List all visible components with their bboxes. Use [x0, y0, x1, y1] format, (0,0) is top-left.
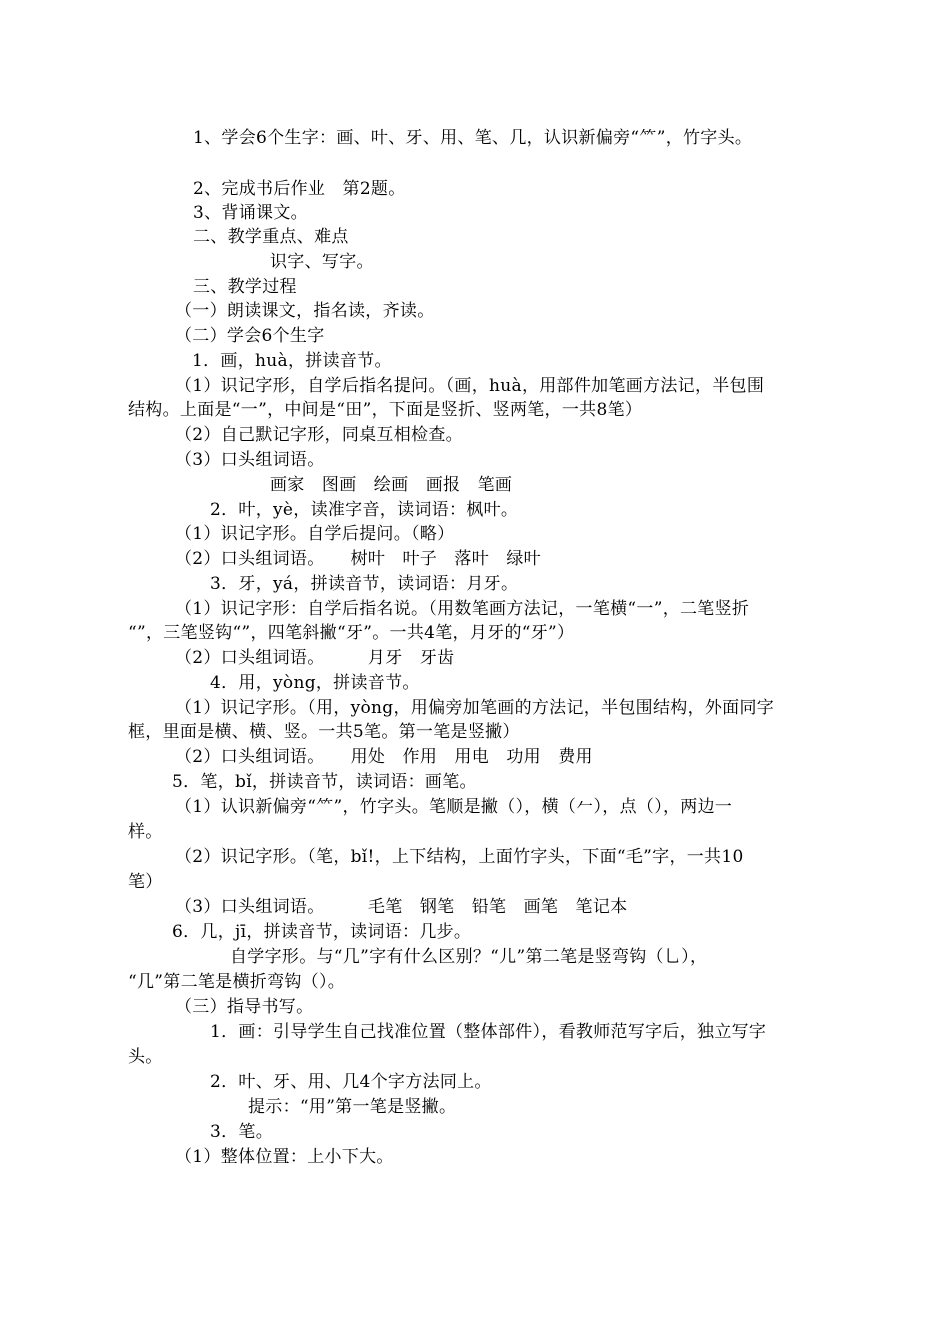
char-6-compare-cont: “几”第二笔是横折弯钩（）。: [128, 972, 346, 992]
section-heading-key-points: 二、教学重点、难点: [193, 227, 349, 247]
step-2-learn-characters: （二）学会6个生字: [175, 326, 325, 346]
char-1-item-1-cont: 结构。上面是“一”，中间是“田”，下面是竖折、竖两笔，一共8笔）: [128, 400, 643, 420]
writing-1-cont: 头。: [128, 1047, 163, 1067]
writing-3: 3．笔。: [210, 1122, 274, 1142]
char-1-item-3: （3）口头组词语。: [175, 450, 325, 470]
char-5-item-3: （3）口头组词语。 毛笔 钢笔 铅笔 画笔 笔记本: [175, 897, 628, 917]
char-2-item-1: （1）识记字形。自学后提问。（略）: [175, 524, 455, 544]
writing-2-tip: 提示：“用”第一笔是竖撇。: [248, 1097, 457, 1117]
writing-3-item-1: （1）整体位置：上小下大。: [175, 1147, 394, 1167]
objective-1: 1、学会6个生字：画、叶、牙、用、笔、几，认识新偏旁“⺮”，竹字头。: [193, 128, 753, 148]
char-3-heading: 3．牙，yá，拼读音节，读词语：月牙。: [210, 574, 519, 594]
char-5-heading: 5．笔，bǐ，拼读音节，读词语：画笔。: [172, 772, 477, 792]
step-3-writing: （三）指导书写。: [175, 997, 314, 1017]
char-1-words: 画家 图画 绘画 画报 笔画: [270, 475, 513, 495]
char-4-heading: 4．用，yòng，拼读音节。: [210, 673, 420, 693]
char-5-item-2: （2）识记字形。（笔，bǐ!，上下结构，上面竹字头，下面“毛”字，一共10: [175, 847, 744, 867]
objective-2: 2、完成书后作业 第2题。: [193, 179, 406, 199]
writing-2: 2．叶、牙、用、几4个字方法同上。: [210, 1072, 492, 1092]
char-1-item-2: （2）自己默记字形，同桌互相检查。: [175, 425, 463, 445]
char-2-heading: 2．叶，yè，读准字音，读词语：枫叶。: [210, 500, 519, 520]
char-4-item-1-cont: 框，里面是横、横、竖。一共5笔。第一笔是竖撇）: [128, 722, 520, 742]
char-1-heading: 1．画，huà，拼读音节。: [192, 351, 392, 371]
key-points-text: 识字、写字。: [270, 252, 374, 272]
char-6-compare: 自学字形。与“几”字有什么区别？“儿”第二笔是竖弯钩（乚），: [230, 947, 708, 967]
char-4-item-1: （1）识记字形。（用，yòng，用偏旁加笔画的方法记，半包围结构，外面同字: [175, 698, 775, 718]
char-3-item-1-cont: “”，三笔竖钩“”，四笔斜撇“牙”。一共4笔，月牙的“牙”）: [128, 623, 575, 643]
char-6-heading: 6．几，jī，拼读音节，读词语：几步。: [172, 922, 472, 942]
objective-3: 3、背诵课文。: [193, 203, 308, 223]
char-3-item-2: （2）口头组词语。 月牙 牙齿: [175, 648, 455, 668]
char-4-item-2: （2）口头组词语。 用处 作用 用电 功用 费用: [175, 747, 593, 767]
char-3-item-1: （1）识记字形：自学后指名说。（用数笔画方法记，一笔横“一”，二笔竖折: [175, 599, 750, 619]
writing-1: 1．画：引导学生自己找准位置（整体部件），看教师范写字后，独立写字: [210, 1022, 767, 1042]
char-5-item-1-cont: 样。: [128, 822, 163, 842]
section-heading-process: 三、教学过程: [193, 277, 297, 297]
char-5-item-1: （1）认识新偏旁“⺮”，竹字头。笔顺是撇（），横（𠂉），点（），两边一: [175, 797, 733, 817]
step-1-read-aloud: （一）朗读课文，指名读，齐读。: [175, 301, 435, 321]
char-5-item-2-cont: 笔）: [128, 872, 163, 892]
char-2-item-2: （2）口头组词语。 树叶 叶子 落叶 绿叶: [175, 549, 541, 569]
char-1-item-1: （1）识记字形，自学后指名提问。（画，huà，用部件加笔画方法记，半包围: [175, 376, 765, 396]
